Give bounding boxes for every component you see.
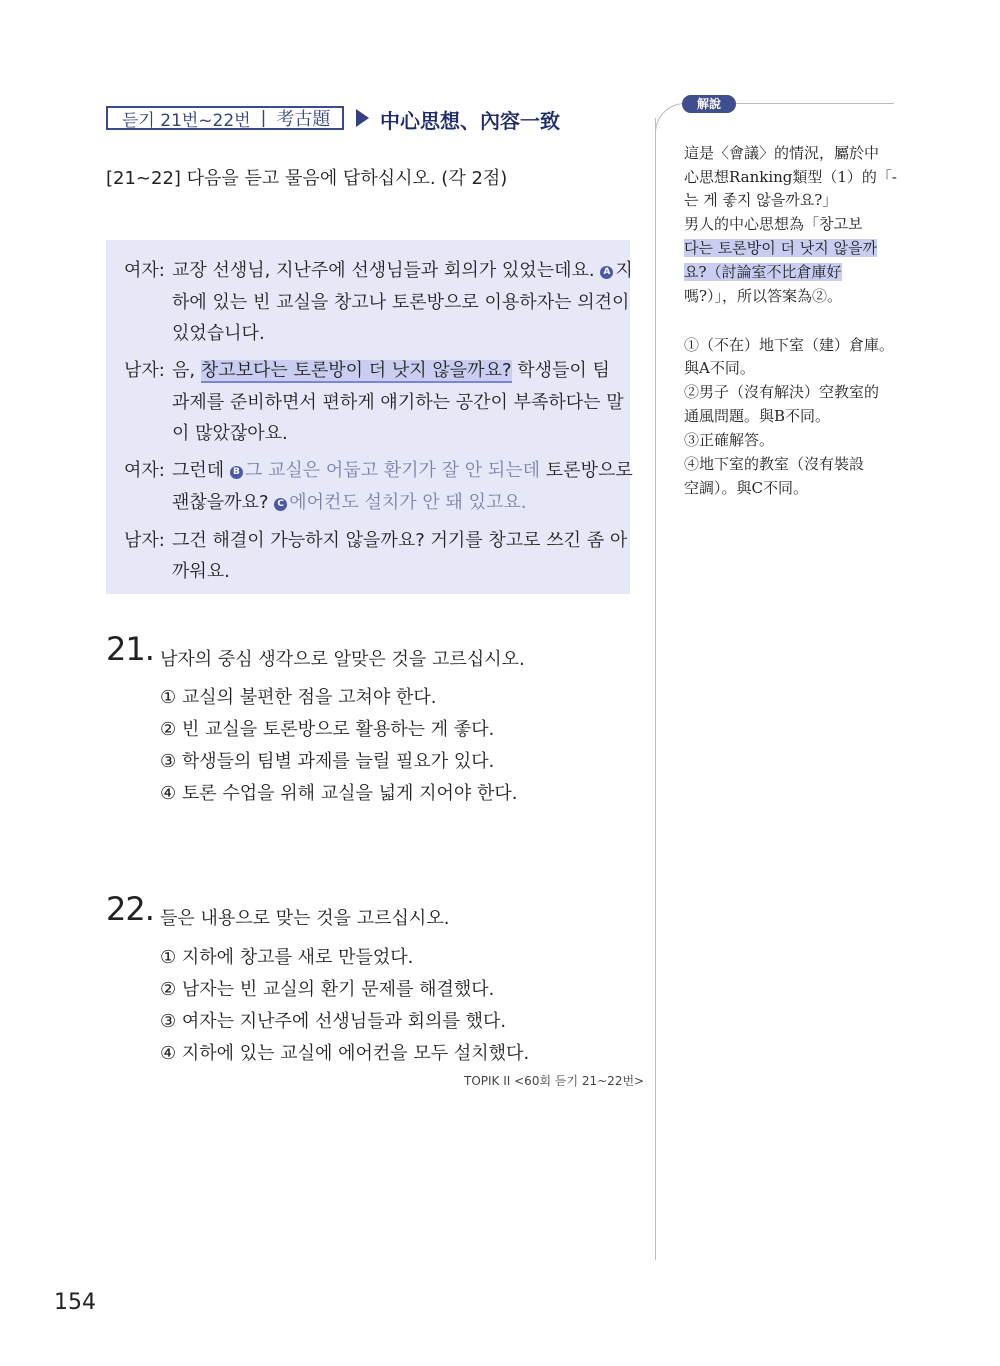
section-title: 中心思想、內容一致	[380, 109, 560, 133]
speaker-label: 여자:	[124, 460, 165, 481]
badge-c: C	[274, 498, 287, 511]
option-4: ④ 토론 수업을 위해 교실을 넓게 지어야 한다.	[160, 783, 518, 804]
dialogue-line: 하에 있는 빈 교실을 창고나 토론방으로 이용하자는 의견이	[172, 292, 630, 313]
explanation-line: 男人的中心思想為「창고보	[684, 215, 863, 233]
divider	[655, 118, 656, 1260]
dialogue-line: 있었습니다.	[172, 323, 265, 344]
option-3: ③ 학생들의 팀별 과제를 늘릴 필요가 있다.	[160, 751, 495, 772]
option-2: ② 빈 교실을 토론방으로 활용하는 게 좋다.	[160, 719, 495, 740]
dialogue-line: 음, 창고보다는 토론방이 더 낫지 않을까요? 학생들이 팀	[172, 360, 610, 381]
dialogue-line: 그건 해결이 가능하지 않을까요? 거기를 창고로 쓰긴 좀 아	[172, 530, 628, 551]
explanation-note: 與A不同。	[684, 359, 755, 377]
explanation-line: 嗎?）」，所以答案為②。	[684, 287, 843, 305]
instruction: [21~22] 다음을 듣고 물음에 답하십시오. (각 2점)	[106, 168, 508, 189]
section-separator: |	[260, 108, 267, 128]
question-text: 남자의 중심 생각으로 알맞은 것을 고르십시오.	[160, 649, 525, 670]
dialogue-box	[106, 240, 633, 594]
page-number: 154	[54, 1290, 96, 1315]
option-1: ① 지하에 창고를 새로 만들었다.	[160, 947, 414, 968]
speaker-label: 남자:	[124, 530, 165, 551]
question-text: 들은 내용으로 맞는 것을 고르십시오.	[160, 908, 450, 929]
explanation-line: 心思想Ranking類型（1）的「-	[684, 168, 898, 186]
highlight-main-idea: 창고보다는 토론방이 더 낫지 않을까요?	[200, 360, 512, 381]
section-tag	[106, 106, 344, 130]
explanation-note: 通風問題。與B不同。	[684, 407, 831, 425]
speaker-label: 남자:	[124, 360, 165, 381]
source-citation: TOPIK II <60회 듣기 21~22번>	[464, 1074, 645, 1088]
play-arrow-icon	[356, 109, 369, 127]
exam-tag: 考古題	[276, 109, 331, 130]
divider-top	[714, 103, 894, 104]
explanation-note: ④地下室的教室（沒有裝設	[684, 455, 865, 473]
explanation-line: 這是〈會議〉的情況，屬於中	[684, 144, 880, 162]
explanation-line: 는 게 좋지 않을까요?」	[684, 191, 838, 209]
explanation-note: ①（不在）地下室（建）倉庫。	[684, 336, 895, 354]
explanation-line: 다는 토론방이 더 낫지 않을까	[684, 239, 877, 257]
dialogue-line: 까워요.	[172, 561, 230, 582]
explanation-line: 요?（討論室不比倉庫好	[684, 263, 842, 281]
question-number: 22.	[106, 890, 154, 928]
speaker-label: 여자:	[124, 260, 165, 281]
explanation-label: 解說	[682, 95, 736, 113]
badge-b: B	[230, 466, 243, 479]
dialogue-line: 그런데 B 그 교실은 어둡고 환기가 잘 안 되는데 토론방으로	[172, 460, 633, 481]
option-4: ④ 지하에 있는 교실에 에어컨을 모두 설치했다.	[160, 1043, 530, 1064]
option-1: ① 교실의 불편한 점을 고쳐야 한다.	[160, 687, 437, 708]
dialogue-line: 과제를 준비하면서 편하게 얘기하는 공간이 부족하다는 말	[172, 392, 624, 413]
dialogue-line: 교장 선생님, 지난주에 선생님들과 회의가 있었는데요. A 지	[172, 260, 633, 281]
dialogue-line: 괜찮을까요? C 에어컨도 설치가 안 돼 있고요.	[172, 492, 527, 513]
explanation-note: 空調）。與C不同。	[684, 479, 808, 497]
explanation-note: ②男子（沒有解決）空教室的	[684, 383, 880, 401]
option-3: ③ 여자는 지난주에 선생님들과 회의를 했다.	[160, 1011, 507, 1032]
question-number: 21.	[106, 630, 154, 668]
section-label: 듣기 21번~22번	[122, 110, 251, 131]
explanation-note: ③正確解答。	[684, 431, 775, 449]
badge-a: A	[600, 266, 613, 279]
option-2: ② 남자는 빈 교실의 환기 문제를 해결했다.	[160, 979, 495, 1000]
dialogue-line: 이 많았잖아요.	[172, 423, 288, 444]
